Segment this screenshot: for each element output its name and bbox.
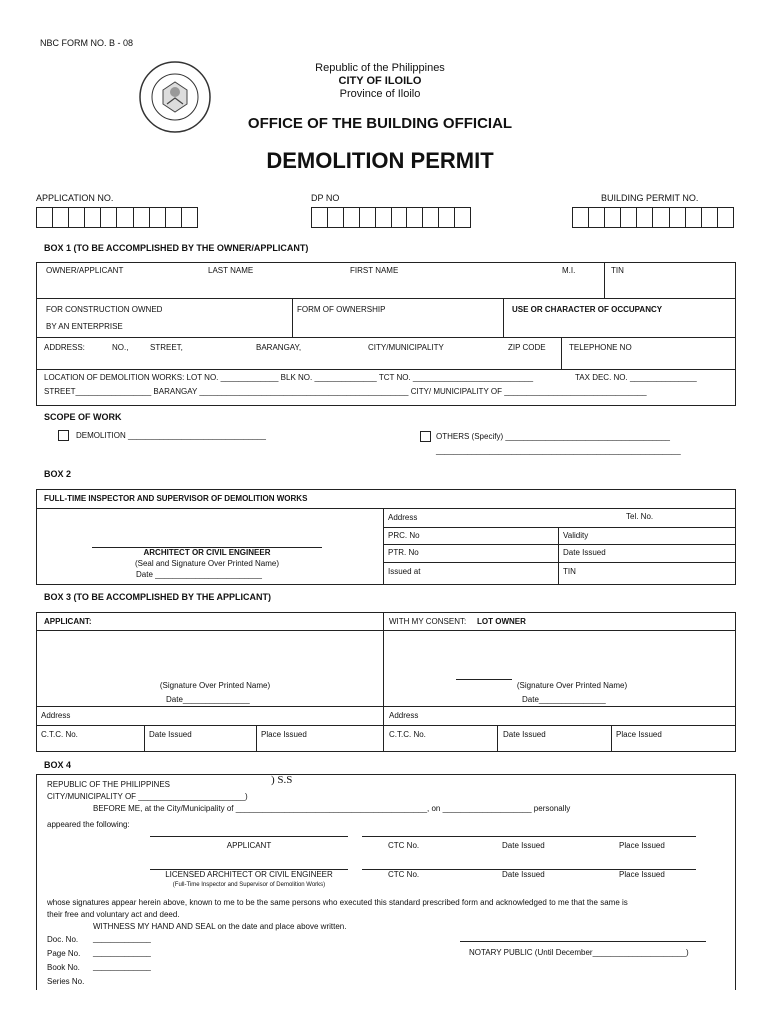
prc-no-label: PRC. No: [388, 531, 420, 540]
others-checkbox[interactable]: [420, 431, 431, 442]
building-permit-no-label: BUILDING PERMIT NO.: [601, 193, 699, 203]
lot-owner-date-label: Date_______________: [522, 695, 606, 704]
city-municipality-line: CITY/MUNICIPALITY OF ________________________): [47, 792, 248, 801]
lot-owner-address-label: Address: [389, 711, 419, 720]
tin-label: TIN: [611, 266, 624, 275]
construction-owned-label: FOR CONSTRUCTION OWNED: [46, 305, 163, 314]
lot-owner-date-issued-label: Date Issued: [503, 730, 546, 739]
box2-address-label: Address: [388, 513, 418, 522]
zip-code-label: ZIP CODE: [508, 343, 546, 352]
box2-date-label: Date ________________________: [136, 570, 262, 579]
ptr-no-label: PTR. No: [388, 548, 419, 557]
page-no-label: Page No.: [47, 949, 81, 958]
mi-label: M.I.: [562, 266, 576, 275]
applicant-ctc-label: C.T.C. No.: [41, 730, 78, 739]
republic-ph-label: REPUBLIC OF THE PHILIPPINES: [47, 780, 170, 789]
lot-owner-label: LOT OWNER: [477, 617, 526, 626]
architect-label: ARCHITECT OR CIVIL ENGINEER: [143, 548, 271, 557]
demolition-checkbox[interactable]: [58, 430, 69, 441]
applicant-signature-label: (Signature Over Printed Name): [159, 681, 271, 690]
book-no-label: Book No.: [47, 963, 80, 972]
box3-title: BOX 3 (TO BE ACCOMPLISHED BY THE APPLICANT): [44, 592, 272, 602]
box4-date-issued-1: Date Issued: [502, 841, 545, 850]
header-block: [250, 62, 510, 101]
building-permit-no-field[interactable]: [572, 207, 734, 228]
others-second-line: _______________________________________________________: [436, 446, 681, 455]
book-no-blank: _____________: [93, 962, 151, 971]
applicant-date-issued-label: Date Issued: [149, 730, 192, 739]
applicant-label: APPLICANT:: [44, 617, 92, 626]
ss-label: ) S.S: [271, 774, 293, 786]
lot-owner-ctc-label: C.T.C. No.: [389, 730, 426, 739]
city-line: CITY OF ILOILO: [338, 75, 422, 87]
lot-owner-signature-label: (Signature Over Printed Name): [516, 681, 628, 690]
inspector-title: FULL-TIME INSPECTOR AND SUPERVISOR OF DEMOLITION WORKS: [44, 494, 308, 503]
tax-dec-no: TAX DEC. NO. _______________: [575, 373, 697, 382]
box4-place-issued-1: Place Issued: [619, 841, 665, 850]
consent-label: WITH MY CONSENT:: [389, 617, 467, 626]
box1-title: BOX 1 (TO BE ACCOMPLISHED BY THE OWNER/APPLICANT): [44, 243, 309, 253]
location-line-1: LOCATION OF DEMOLITION WORKS: LOT NO. _____________ BLK NO. ______________ TCT NO. ___________________________: [44, 373, 534, 382]
applicant-address-label: Address: [41, 711, 71, 720]
application-no-label: APPLICATION NO.: [36, 193, 114, 203]
scope-of-work-label: SCOPE OF WORK: [44, 412, 122, 422]
last-name-label: LAST NAME: [208, 266, 254, 275]
validity-label: Validity: [563, 531, 589, 540]
notary-public-label: NOTARY PUBLIC (Until December_____________________): [469, 948, 689, 957]
page-no-blank: _____________: [93, 948, 151, 957]
owner-applicant-label: OWNER/APPLICANT: [46, 266, 124, 275]
whose-signatures-line-2: their free and voluntary act and deed.: [47, 910, 180, 919]
republic-line: Republic of the Philippines: [315, 62, 445, 74]
box4-date-issued-2: Date Issued: [502, 870, 545, 879]
fulltime-inspector-label: (Full-Time Inspector and Supervisor of Demolition Works): [172, 882, 326, 888]
demolition-label: DEMOLITION _______________________________: [76, 431, 266, 440]
address-barangay-label: BARANGAY,: [256, 343, 302, 352]
box4-applicant-label: APPLICANT: [226, 841, 272, 850]
office-title: OFFICE OF THE BUILDING OFFICIAL: [247, 115, 513, 132]
applicant-date-label: Date_______________: [166, 695, 250, 704]
appeared-label: appeared the following:: [47, 820, 130, 829]
licensed-architect-label: LICENSED ARCHITECT OR CIVIL ENGINEER: [165, 870, 333, 879]
dp-no-label: DP NO: [311, 193, 340, 203]
address-city-label: CITY/MUNICIPALITY: [368, 343, 444, 352]
box1-frame: [36, 262, 736, 406]
whose-signatures-line-1: whose signatures appear herein above, known to me to be the same persons who executed this standard prescribed form and acknowledged to me that the same is: [47, 898, 628, 907]
page-title: DEMOLITION PERMIT: [266, 148, 494, 173]
form-of-ownership-label: FORM OF OWNERSHIP: [297, 305, 386, 314]
box4-place-issued-2: Place Issued: [619, 870, 665, 879]
application-no-field[interactable]: [36, 207, 198, 228]
witness-line: WITHNESS MY HAND AND SEAL on the date and place above written.: [93, 922, 347, 931]
others-label: OTHERS (Specify) _____________________________________: [436, 432, 670, 441]
box2-date-issued-label: Date Issued: [563, 548, 606, 557]
lot-owner-place-issued-label: Place Issued: [616, 730, 662, 739]
by-enterprise-label: BY AN ENTERPRISE: [46, 322, 123, 331]
box2-title: BOX 2: [44, 469, 72, 479]
telephone-label: TELEPHONE NO: [569, 343, 632, 352]
address-street-label: STREET,: [150, 343, 183, 352]
location-line-2: STREET_________________ BARANGAY _______________________________________________ CITY/ MUNICIPALITY OF ________________________________: [44, 387, 647, 396]
issued-at-label: Issued at: [388, 567, 421, 576]
box4-ctc-no-1: CTC No.: [388, 841, 420, 850]
applicant-place-issued-label: Place Issued: [261, 730, 307, 739]
tel-no-label: Tel. No.: [626, 512, 654, 521]
box4-ctc-no-2: CTC No.: [388, 870, 420, 879]
seal-signature-label: (Seal and Signature Over Printed Name): [134, 559, 280, 568]
dp-no-field[interactable]: [311, 207, 471, 228]
box2-tin-label: TIN: [563, 567, 576, 576]
use-character-label: USE OR CHARACTER OF OCCUPANCY: [512, 305, 663, 314]
address-label: ADDRESS:: [44, 343, 85, 352]
doc-no-label: Doc. No.: [47, 935, 79, 944]
form-number: NBC FORM NO. B - 08: [40, 38, 134, 48]
series-no-label: Series No.: [47, 977, 85, 986]
address-no-label: NO.,: [112, 343, 129, 352]
first-name-label: FIRST NAME: [350, 266, 399, 275]
doc-no-blank: _____________: [93, 934, 151, 943]
province-line: Province of Iloilo: [339, 88, 421, 100]
box4-title: BOX 4: [44, 760, 72, 770]
before-me-line: BEFORE ME, at the City/Municipality of ___________________________________________, on ____________________ personally: [93, 804, 571, 813]
